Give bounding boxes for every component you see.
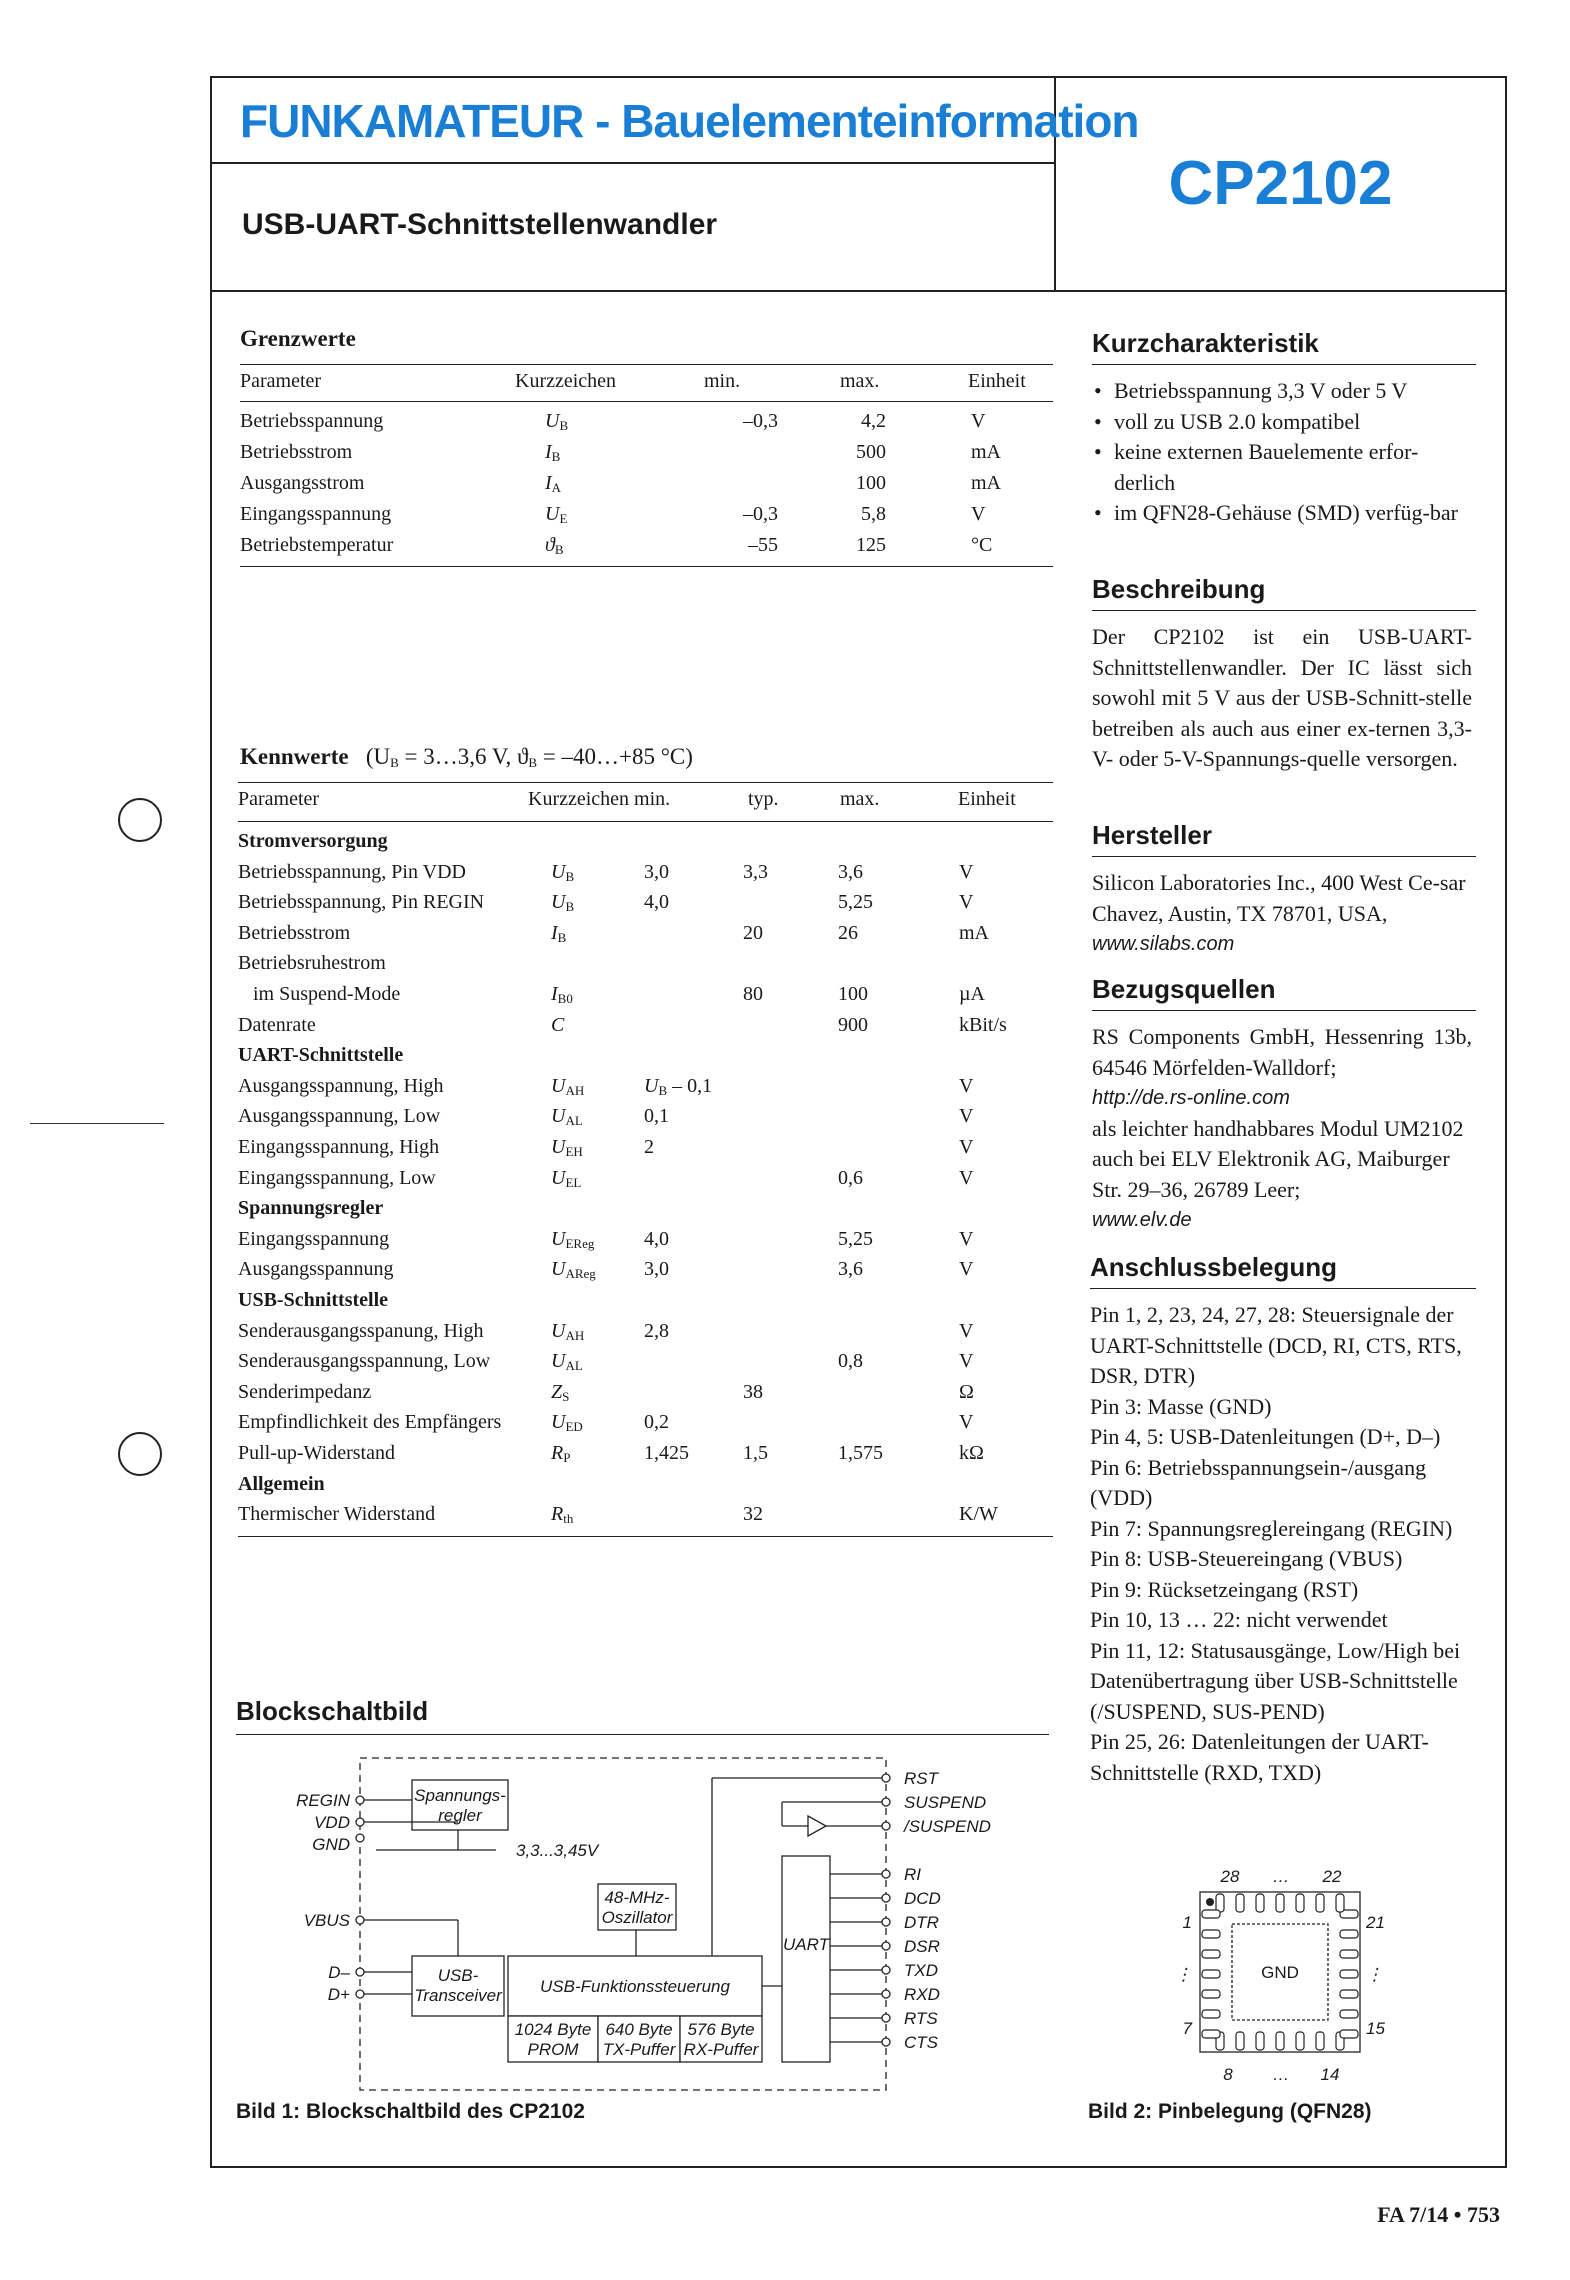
tx-buffer-label-2: TX-Puffer xyxy=(602,2040,676,2059)
header-divider xyxy=(212,162,1054,164)
cell-max: 4,2 xyxy=(861,410,886,432)
bezugsquellen-text xyxy=(1092,1022,1472,1236)
table-row xyxy=(238,891,1053,921)
table-row xyxy=(240,472,1053,502)
table-row xyxy=(238,1105,1053,1135)
pad-bottom xyxy=(1316,2032,1324,2050)
kurzcharakteristik-rule xyxy=(1092,364,1476,365)
group-label: Spannungsregler xyxy=(238,1197,384,1220)
cell-symbol: $U_{EL}$ xyxy=(551,1166,582,1190)
cell-max: 900 xyxy=(838,1013,868,1036)
cell-unit: kΩ xyxy=(959,1442,984,1464)
chip-name: CP2102 xyxy=(1168,149,1393,218)
table-row xyxy=(238,1167,1053,1197)
cell-unit: °C xyxy=(971,534,993,556)
beschreibung-title: Beschreibung xyxy=(1092,574,1266,604)
cell-unit: V xyxy=(971,503,986,525)
kurzcharakteristik-list xyxy=(1092,376,1472,529)
cell-parameter: Ausgangsspannung, Low xyxy=(238,1105,441,1128)
cell-min: 3,0 xyxy=(644,860,669,883)
pin-regin: REGIN xyxy=(296,1791,350,1810)
pin-label-bottom-ellipsis: … xyxy=(1272,2065,1290,2084)
pad-left xyxy=(1202,1910,1220,1918)
cell-parameter: Ausgangsstrom xyxy=(240,472,365,494)
cell-typ: 3,3 xyxy=(743,860,768,883)
cell-min: 3,0 xyxy=(644,1258,669,1281)
pad-bottom xyxy=(1256,2032,1264,2050)
kennwerte-table xyxy=(238,830,1053,1530)
cell-unit: V xyxy=(959,1074,974,1097)
pin-label-28: 28 xyxy=(1220,1867,1240,1886)
pin-label-8: 8 xyxy=(1223,2065,1233,2084)
cell-unit: V xyxy=(959,891,974,914)
col-min: min. xyxy=(704,370,741,392)
punch-hole-top xyxy=(118,798,162,842)
pin-label-1: 1 xyxy=(1182,1913,1192,1932)
table-row xyxy=(238,1350,1053,1380)
cell-max: 100 xyxy=(838,983,868,1005)
list-item: • Betriebsspannung 3,3 V oder 5 V xyxy=(1092,376,1472,407)
beschreibung-rule xyxy=(1092,610,1476,611)
pin-suspend: SUSPEND xyxy=(904,1793,987,1812)
header-left xyxy=(212,78,1139,292)
cell-max: 500 xyxy=(856,441,886,463)
cell-parameter: Eingangsspannung xyxy=(240,503,392,525)
page-footer: FA 7/14 • 753 xyxy=(1377,2202,1500,2227)
cell-typ: 20 xyxy=(743,921,763,944)
grenzwerte-rule-top xyxy=(240,364,1053,365)
cell-unit: V xyxy=(971,410,986,432)
bezugsquellen-rule xyxy=(1092,1010,1476,1011)
cell-parameter: Datenrate xyxy=(238,1013,316,1036)
col-parameter: Parameter xyxy=(240,370,322,392)
pin-desc: Pin 9: Rücksetzeingang (RST) xyxy=(1090,1576,1359,1602)
pin-label-top-ellipsis: … xyxy=(1272,1867,1290,1886)
cell-parameter: Betriebsspannung, Pin VDD xyxy=(238,860,466,883)
pin-label-14: 14 xyxy=(1320,2065,1340,2084)
pin-desc: Pin 10, 13 … 22: nicht verwendet xyxy=(1090,1607,1388,1632)
cell-symbol: $I_B$ xyxy=(545,441,561,464)
cell-max: 1,575 xyxy=(838,1442,883,1464)
table-row xyxy=(238,1503,1053,1533)
pin-desc: Pin 11, 12: Statusausgänge, Low/High bei Datenübertragung über USB-Schnittstelle (/SUSPEND, SUS-PEND) xyxy=(1090,1637,1461,1724)
cell-unit: V xyxy=(959,1136,974,1158)
kurzcharakteristik-title: Kurzcharakteristik xyxy=(1092,328,1319,358)
anschlussbelegung-rule xyxy=(1090,1288,1476,1289)
prom-label-2: PROM xyxy=(527,2040,579,2059)
cell-min: 2 xyxy=(644,1136,654,1158)
group-label: Allgemein xyxy=(238,1472,325,1495)
cell-unit: kBit/s xyxy=(959,1013,1007,1036)
pin-label-22: 22 xyxy=(1322,1867,1342,1886)
cell-symbol: $I_{B0}$ xyxy=(551,983,573,1006)
kennwerte-rule-mid xyxy=(238,821,1053,822)
group-row xyxy=(238,830,1053,860)
cell-parameter: Ausgangsspannung, High xyxy=(238,1074,444,1097)
pad-right xyxy=(1340,1930,1358,1938)
list-item: • im QFN28-Gehäuse (SMD) verfüg-bar xyxy=(1092,498,1472,529)
group-row xyxy=(238,1473,1053,1503)
cell-max: 5,25 xyxy=(838,891,873,914)
cell-parameter: Pull-up-Widerstand xyxy=(238,1442,395,1464)
group-row xyxy=(238,1044,1053,1074)
cell-parameter: Betriebsstrom xyxy=(238,921,351,944)
kennwerte-rule-top xyxy=(238,782,1053,783)
pin-nsuspend: /SUSPEND xyxy=(904,1817,991,1836)
cell-min: 0,2 xyxy=(644,1411,669,1434)
table-row xyxy=(240,534,1053,564)
hersteller-rule xyxy=(1092,856,1476,857)
pin-label-left-ellipsis: ⋮ xyxy=(1175,1965,1192,1984)
uart-label: UART xyxy=(783,1935,829,1954)
cell-symbol: $U_{AL}$ xyxy=(551,1105,583,1129)
cell-symbol: $ϑ_B$ xyxy=(545,534,564,557)
pad-top xyxy=(1216,1894,1224,1912)
cell-parameter: Betriebsspannung, Pin REGIN xyxy=(238,891,485,914)
pin-rts: RTS xyxy=(904,2009,938,2028)
rx-buffer-label-2: RX-Puffer xyxy=(683,2040,759,2059)
table-row xyxy=(238,922,1053,952)
pin-vbus: VBUS xyxy=(303,1911,350,1930)
cell-parameter: Betriebsruhestrom xyxy=(238,952,386,975)
cell-symbol: $U_{EH}$ xyxy=(551,1136,583,1159)
bezugsquellen-title: Bezugsquellen xyxy=(1092,974,1276,1004)
gnd-pad-label: GND xyxy=(1261,1963,1299,1982)
cell-unit: V xyxy=(959,1227,974,1250)
pad-left xyxy=(1202,1930,1220,1938)
cell-symbol: $U_E$ xyxy=(545,503,568,526)
hersteller-url[interactable]: www.silabs.com xyxy=(1092,933,1235,955)
cell-symbol: $Z_S$ xyxy=(551,1380,570,1404)
header-right xyxy=(1056,78,1505,292)
cell-typ: 1,5 xyxy=(743,1442,768,1464)
table-row xyxy=(238,1320,1053,1350)
pad-right xyxy=(1340,1970,1358,1978)
blockschaltbild-rule xyxy=(236,1734,1049,1735)
pad-left xyxy=(1202,1970,1220,1978)
pin-dsr: DSR xyxy=(904,1937,940,1956)
cell-parameter: Eingangsspannung, Low xyxy=(238,1166,436,1189)
pad-top xyxy=(1236,1894,1244,1912)
pin-desc: Pin 6: Betriebsspannungsein-/ausgang (VDD) xyxy=(1090,1454,1427,1510)
cell-symbol: $U_B$ xyxy=(545,410,569,433)
pin-desc: Pin 4, 5: USB-Datenleitungen (D+, D–) xyxy=(1090,1424,1441,1449)
pin-dtr: DTR xyxy=(904,1913,939,1932)
oscillator-label-2: Oszillator xyxy=(601,1908,673,1927)
transceiver-label-2: Transceiver xyxy=(414,1986,502,2005)
pin-dminus: D– xyxy=(328,1963,350,1982)
pin-label-7: 7 xyxy=(1182,2019,1192,2038)
cell-parameter: Eingangsspannung, High xyxy=(238,1136,440,1158)
table-row xyxy=(238,861,1053,891)
table-row xyxy=(238,1136,1053,1166)
cell-unit: Ω xyxy=(959,1380,974,1403)
pin-desc: Pin 25, 26: Datenleitungen der UART-Schnittstelle (RXD, TXD) xyxy=(1090,1729,1429,1785)
cell-parameter: Senderausgangsspanung, High xyxy=(238,1319,484,1342)
pin-desc: Pin 8: USB-Steuereingang (VBUS) xyxy=(1090,1546,1403,1571)
group-label: UART-Schnittstelle xyxy=(238,1044,404,1067)
pad-left xyxy=(1202,1950,1220,1958)
cell-parameter: im Suspend-Mode xyxy=(238,983,401,1005)
col-einheit: Einheit xyxy=(968,370,1026,392)
pin-txd: TXD xyxy=(904,1961,938,1980)
cell-parameter: Senderausgangsspannung, Low xyxy=(238,1350,491,1373)
block-diagram xyxy=(236,1740,1049,2095)
col-kurzzeichen: Kurzzeichen xyxy=(515,370,617,392)
kennwerte-rule-bottom xyxy=(238,1536,1053,1537)
punch-hole-bottom xyxy=(118,1432,162,1476)
cell-unit: mA xyxy=(971,441,1001,463)
table-row xyxy=(238,1075,1053,1105)
col-parameter: Parameter xyxy=(238,788,320,810)
regulator-label-1: Spannungs- xyxy=(414,1786,506,1805)
cell-unit: V xyxy=(959,1166,974,1189)
cell-parameter: Eingangsspannung xyxy=(238,1227,390,1250)
cell-unit: V xyxy=(959,1350,974,1373)
cell-parameter: Ausgangsspannung xyxy=(238,1258,394,1281)
cell-symbol: $I_A$ xyxy=(545,472,562,495)
qfn28-pinout xyxy=(1170,1864,1410,2094)
tx-buffer-label-1: 640 Byte xyxy=(605,2020,673,2039)
bezugsquellen-address-1: RS Components GmbH, Hessenring 13b, 64546 Mörfelden-Walldorf; xyxy=(1092,1024,1472,1080)
pin-label-right-ellipsis: ⋮ xyxy=(1366,1965,1383,1984)
cell-min: 1,425 xyxy=(644,1442,689,1464)
cell-symbol: $U_{ED}$ xyxy=(551,1411,583,1435)
pin-ri: RI xyxy=(904,1865,921,1884)
pad-right xyxy=(1340,2010,1358,2018)
cell-unit: µA xyxy=(959,983,985,1005)
pad-top xyxy=(1256,1894,1264,1912)
regulator-label-2: regler xyxy=(438,1806,482,1825)
cell-max: 0,6 xyxy=(838,1166,863,1189)
pin-label-21: 21 xyxy=(1366,1913,1385,1932)
blockschaltbild-title: Blockschaltbild xyxy=(236,1696,429,1726)
col-max: max. xyxy=(840,788,880,810)
pad-right xyxy=(1340,2030,1358,2038)
cell-max: 5,8 xyxy=(861,503,886,525)
cell-unit: V xyxy=(959,1105,974,1128)
function-control-label: USB-Funktionssteuerung xyxy=(540,1977,730,1996)
fold-mark xyxy=(30,1123,164,1124)
prom-label-1: 1024 Byte xyxy=(514,2020,592,2039)
cell-symbol: $I_B$ xyxy=(551,921,567,945)
table-row xyxy=(238,1411,1053,1441)
cell-parameter: Betriebstemperatur xyxy=(240,534,394,556)
cell-parameter: Betriebsspannung xyxy=(240,410,384,432)
pad-top xyxy=(1336,1894,1344,1912)
figure-1-caption: Bild 1: Blockschaltbild des CP2102 xyxy=(236,2100,585,2123)
pin-dcd: DCD xyxy=(904,1889,941,1908)
pin-desc: Pin 3: Masse (GND) xyxy=(1090,1393,1272,1419)
anschlussbelegung-title: Anschlussbelegung xyxy=(1090,1252,1338,1282)
pin-desc: Pin 1, 2, 23, 24, 27, 28: Steuersignale der UART-Schnittstelle (DCD, RI, CTS, RTS, DSR, DTR) xyxy=(1090,1302,1462,1388)
hersteller-title: Hersteller xyxy=(1092,820,1212,850)
cell-unit: V xyxy=(959,1411,974,1434)
table-row xyxy=(238,1258,1053,1288)
grenzwerte-rule-mid xyxy=(240,401,1053,402)
cell-typ: 80 xyxy=(743,983,763,1005)
cell-unit: V xyxy=(959,1258,974,1281)
regulator-output: 3,3...3,45V xyxy=(516,1841,599,1860)
cell-typ: 32 xyxy=(743,1503,763,1526)
pin-rxd: RXD xyxy=(904,1985,940,2004)
group-row xyxy=(238,1197,1053,1227)
table-row xyxy=(240,503,1053,533)
cell-min: 4,0 xyxy=(644,1227,669,1250)
cell-max: 0,8 xyxy=(838,1350,863,1373)
pin-dplus: D+ xyxy=(327,1985,350,2004)
bezugsquellen-address-2: als leichter handhabbares Modul UM2102 auch bei ELV Elektronik AG, Maiburger Str. 29–36, 26789 Leer; xyxy=(1092,1115,1464,1202)
hersteller-address: Silicon Laboratories Inc., 400 West Ce-sar Chavez, Austin, TX 78701, USA, xyxy=(1092,870,1466,926)
list-item: • voll zu USB 2.0 kompatibel xyxy=(1092,407,1472,438)
cell-min: –0,3 xyxy=(743,410,778,432)
pad-right xyxy=(1340,1950,1358,1958)
col-kurzzeichen-min: Kurzzeichen min. xyxy=(528,788,671,810)
cell-symbol: $U_{AL}$ xyxy=(551,1350,583,1374)
grenzwerte-table xyxy=(240,410,1053,570)
cell-max: 26 xyxy=(838,921,858,944)
cell-unit: mA xyxy=(971,472,1001,494)
table-row xyxy=(240,441,1053,471)
pin-vdd: VDD xyxy=(314,1813,350,1832)
oscillator-label-1: 48-MHz- xyxy=(604,1888,670,1907)
pad-left xyxy=(1202,2010,1220,2018)
cell-symbol: $U_{AH}$ xyxy=(551,1319,585,1343)
bezugsquellen-url-2[interactable]: www.elv.de xyxy=(1092,1209,1192,1231)
table-row xyxy=(238,1442,1053,1472)
col-einheit: Einheit xyxy=(958,788,1016,810)
pad-top xyxy=(1296,1894,1304,1912)
kennwerte-title xyxy=(240,744,693,771)
cell-max: 125 xyxy=(856,534,886,556)
table-row xyxy=(240,410,1053,440)
pin-desc: Pin 7: Spannungsreglereingang (REGIN) xyxy=(1090,1515,1453,1541)
cell-symbol: $U_{EReg}$ xyxy=(551,1227,595,1251)
transceiver-label-1: USB- xyxy=(437,1966,479,1985)
figure-2-caption: Bild 2: Pinbelegung (QFN28) xyxy=(1088,2100,1372,2123)
grenzwerte-title: Grenzwerte xyxy=(240,326,356,351)
group-row xyxy=(238,1289,1053,1319)
cell-typ: 38 xyxy=(743,1380,763,1403)
cell-max: 3,6 xyxy=(838,1258,863,1281)
cell-unit: V xyxy=(959,1319,974,1342)
cell-symbol: $U_{AReg}$ xyxy=(551,1258,596,1282)
cell-symbol: $R_P$ xyxy=(551,1442,571,1465)
cell-parameter: Empfindlichkeit des Empfängers xyxy=(238,1411,502,1434)
cell-symbol: $R_{th}$ xyxy=(551,1503,574,1527)
pin-label-15: 15 xyxy=(1366,2019,1385,2038)
cell-symbol: C xyxy=(551,1013,565,1036)
beschreibung-text: Der CP2102 ist ein USB-UART-Schnittstellenwandler. Der IC lässt sich sowohl mit 5 V aus der USB-Schnitt-stelle betreiben als auch aus einer ex-ternen 3,3-V- oder 5-V-Spannungs-quelle versorgen. xyxy=(1092,624,1472,771)
table-row xyxy=(238,1381,1053,1411)
cell-min: 0,1 xyxy=(644,1105,669,1128)
bezugsquellen-url-1[interactable]: http://de.rs-online.com xyxy=(1092,1087,1290,1109)
col-max: max. xyxy=(840,370,880,392)
pin-cts: CTS xyxy=(904,2033,938,2052)
cell-unit: K/W xyxy=(959,1503,998,1526)
cell-max: 5,25 xyxy=(838,1227,873,1250)
anschlussbelegung-text xyxy=(1090,1300,1476,1788)
cell-parameter: Betriebsstrom xyxy=(240,441,353,463)
kennwerte-condition: ($U_B$ = 3…3,6 V, $ϑ_B$ = –40…+85 °C) xyxy=(365,744,693,770)
page-subtitle: USB-UART-Schnittstellenwandler xyxy=(242,208,718,241)
table-row xyxy=(238,1228,1053,1258)
pin-gnd: GND xyxy=(312,1835,350,1854)
table-row xyxy=(238,952,1053,982)
cell-symbol: $U_{AH}$ xyxy=(551,1074,585,1098)
cell-symbol: $U_B$ xyxy=(551,860,575,884)
pad-bottom xyxy=(1276,2032,1284,2050)
group-label: Stromversorgung xyxy=(238,830,388,852)
cell-max: 3,6 xyxy=(838,860,863,883)
list-item: • keine externen Bauelemente erfor-derlich xyxy=(1092,437,1472,498)
pad-left xyxy=(1202,1990,1220,1998)
cell-parameter: Thermischer Widerstand xyxy=(238,1503,436,1526)
table-row xyxy=(238,1014,1053,1044)
pin-rst: RST xyxy=(904,1769,938,1788)
cell-min: 4,0 xyxy=(644,891,669,914)
cell-min: $U_B - 0,1$ xyxy=(644,1074,713,1098)
rx-buffer-label-1: 576 Byte xyxy=(687,2020,755,2039)
pad-top xyxy=(1276,1894,1284,1912)
kennwerte-label: Kennwerte xyxy=(240,744,349,769)
pad-bottom xyxy=(1236,2032,1244,2050)
hersteller-text xyxy=(1092,868,1472,960)
col-typ: typ. xyxy=(748,788,779,810)
cell-max: 100 xyxy=(856,472,886,494)
pad-right xyxy=(1340,1990,1358,1998)
cell-min: –0,3 xyxy=(743,503,778,525)
grenzwerte-rule-bottom xyxy=(240,566,1053,567)
group-label: USB-Schnittstelle xyxy=(238,1289,388,1311)
table-row xyxy=(238,983,1053,1013)
pad-top xyxy=(1316,1894,1324,1912)
cell-symbol: $U_B$ xyxy=(551,891,575,915)
cell-unit: V xyxy=(959,860,974,883)
pad-bottom xyxy=(1296,2032,1304,2050)
pad-left xyxy=(1202,2030,1220,2038)
cell-parameter: Senderimpedanz xyxy=(238,1380,372,1403)
cell-unit: mA xyxy=(959,921,989,944)
magazine-title: FUNKAMATEUR - Bauelementeinformation xyxy=(240,95,1139,147)
cell-min: –55 xyxy=(748,534,778,556)
cell-min: 2,8 xyxy=(644,1319,669,1342)
